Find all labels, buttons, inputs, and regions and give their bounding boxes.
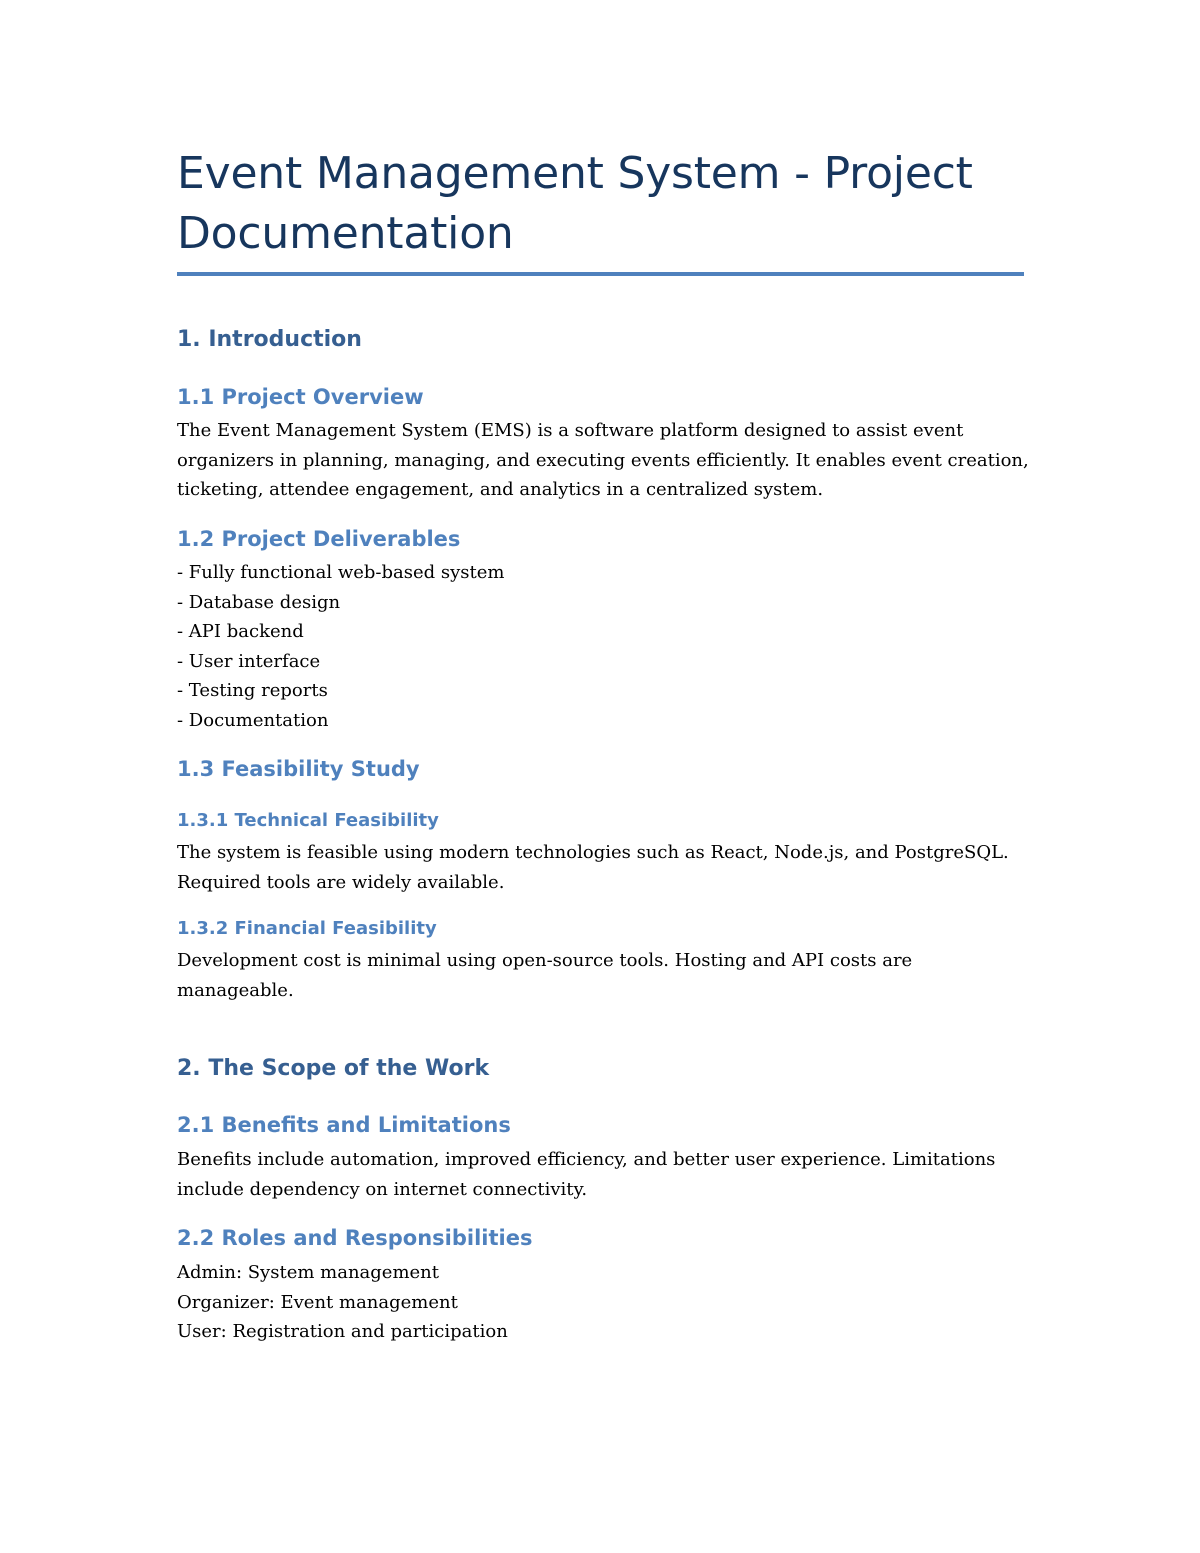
paragraph-line: Benefits include automation, improved efficiency, and better user experience. Limitations xyxy=(177,1149,996,1170)
list-item: - API backend xyxy=(177,621,304,642)
document-title-line: Documentation xyxy=(177,208,514,259)
subsubsection-heading-financial-feasibility: 1.3.2 Financial Feasibility xyxy=(177,918,437,939)
list-item: - User interface xyxy=(177,650,321,672)
subsubsection-heading-technical-feasibility: 1.3.1 Technical Feasibility xyxy=(177,810,439,831)
financial-feasibility-paragraph xyxy=(177,946,1037,1005)
paragraph-line: manageable. xyxy=(177,979,294,1001)
list-item: Organizer: Event management xyxy=(177,1291,458,1313)
paragraph-line: The Event Management System (EMS) is a software platform designed to assist event xyxy=(177,420,964,441)
document-title xyxy=(177,144,1027,264)
paragraph-line: The system is feasible using modern technologies such as React, Node.js, and PostgreSQL. xyxy=(177,842,1009,863)
roles-list xyxy=(177,1258,1037,1347)
deliverables-list xyxy=(177,558,1037,735)
subsection-heading-benefits-limitations: 2.1 Benefits and Limitations xyxy=(177,1113,511,1137)
title-underline-rule xyxy=(177,272,1024,276)
list-item: Admin: System management xyxy=(177,1262,439,1283)
section-heading-introduction: 1. Introduction xyxy=(177,327,362,352)
technical-feasibility-paragraph xyxy=(177,838,1037,897)
document-title-line: Event Management System - Project xyxy=(177,148,973,199)
list-item: User: Registration and participation xyxy=(177,1321,508,1342)
paragraph-line: organizers in planning, managing, and executing events efficiently. It enables event creation, xyxy=(177,449,1029,471)
subsection-heading-feasibility-study: 1.3 Feasibility Study xyxy=(177,757,420,781)
paragraph-line: Required tools are widely available. xyxy=(177,871,505,893)
subsection-heading-project-overview: 1.1 Project Overview xyxy=(177,385,424,409)
paragraph-line: ticketing, attendee engagement, and analytics in a centralized system. xyxy=(177,479,824,500)
list-item: - Testing reports xyxy=(177,680,328,701)
section-heading-scope-of-work: 2. The Scope of the Work xyxy=(177,1056,490,1081)
list-item: - Fully functional web-based system xyxy=(177,562,505,583)
list-item: - Documentation xyxy=(177,709,329,731)
paragraph-line: include dependency on internet connectivity. xyxy=(177,1178,588,1200)
list-item: - Database design xyxy=(177,591,341,613)
project-overview-paragraph xyxy=(177,416,1037,505)
benefits-limitations-paragraph xyxy=(177,1145,1037,1204)
paragraph-line: Development cost is minimal using open-source tools. Hosting and API costs are xyxy=(177,950,913,971)
subsection-heading-roles-responsibilities: 2.2 Roles and Responsibilities xyxy=(177,1226,533,1250)
subsection-heading-project-deliverables: 1.2 Project Deliverables xyxy=(177,527,461,551)
